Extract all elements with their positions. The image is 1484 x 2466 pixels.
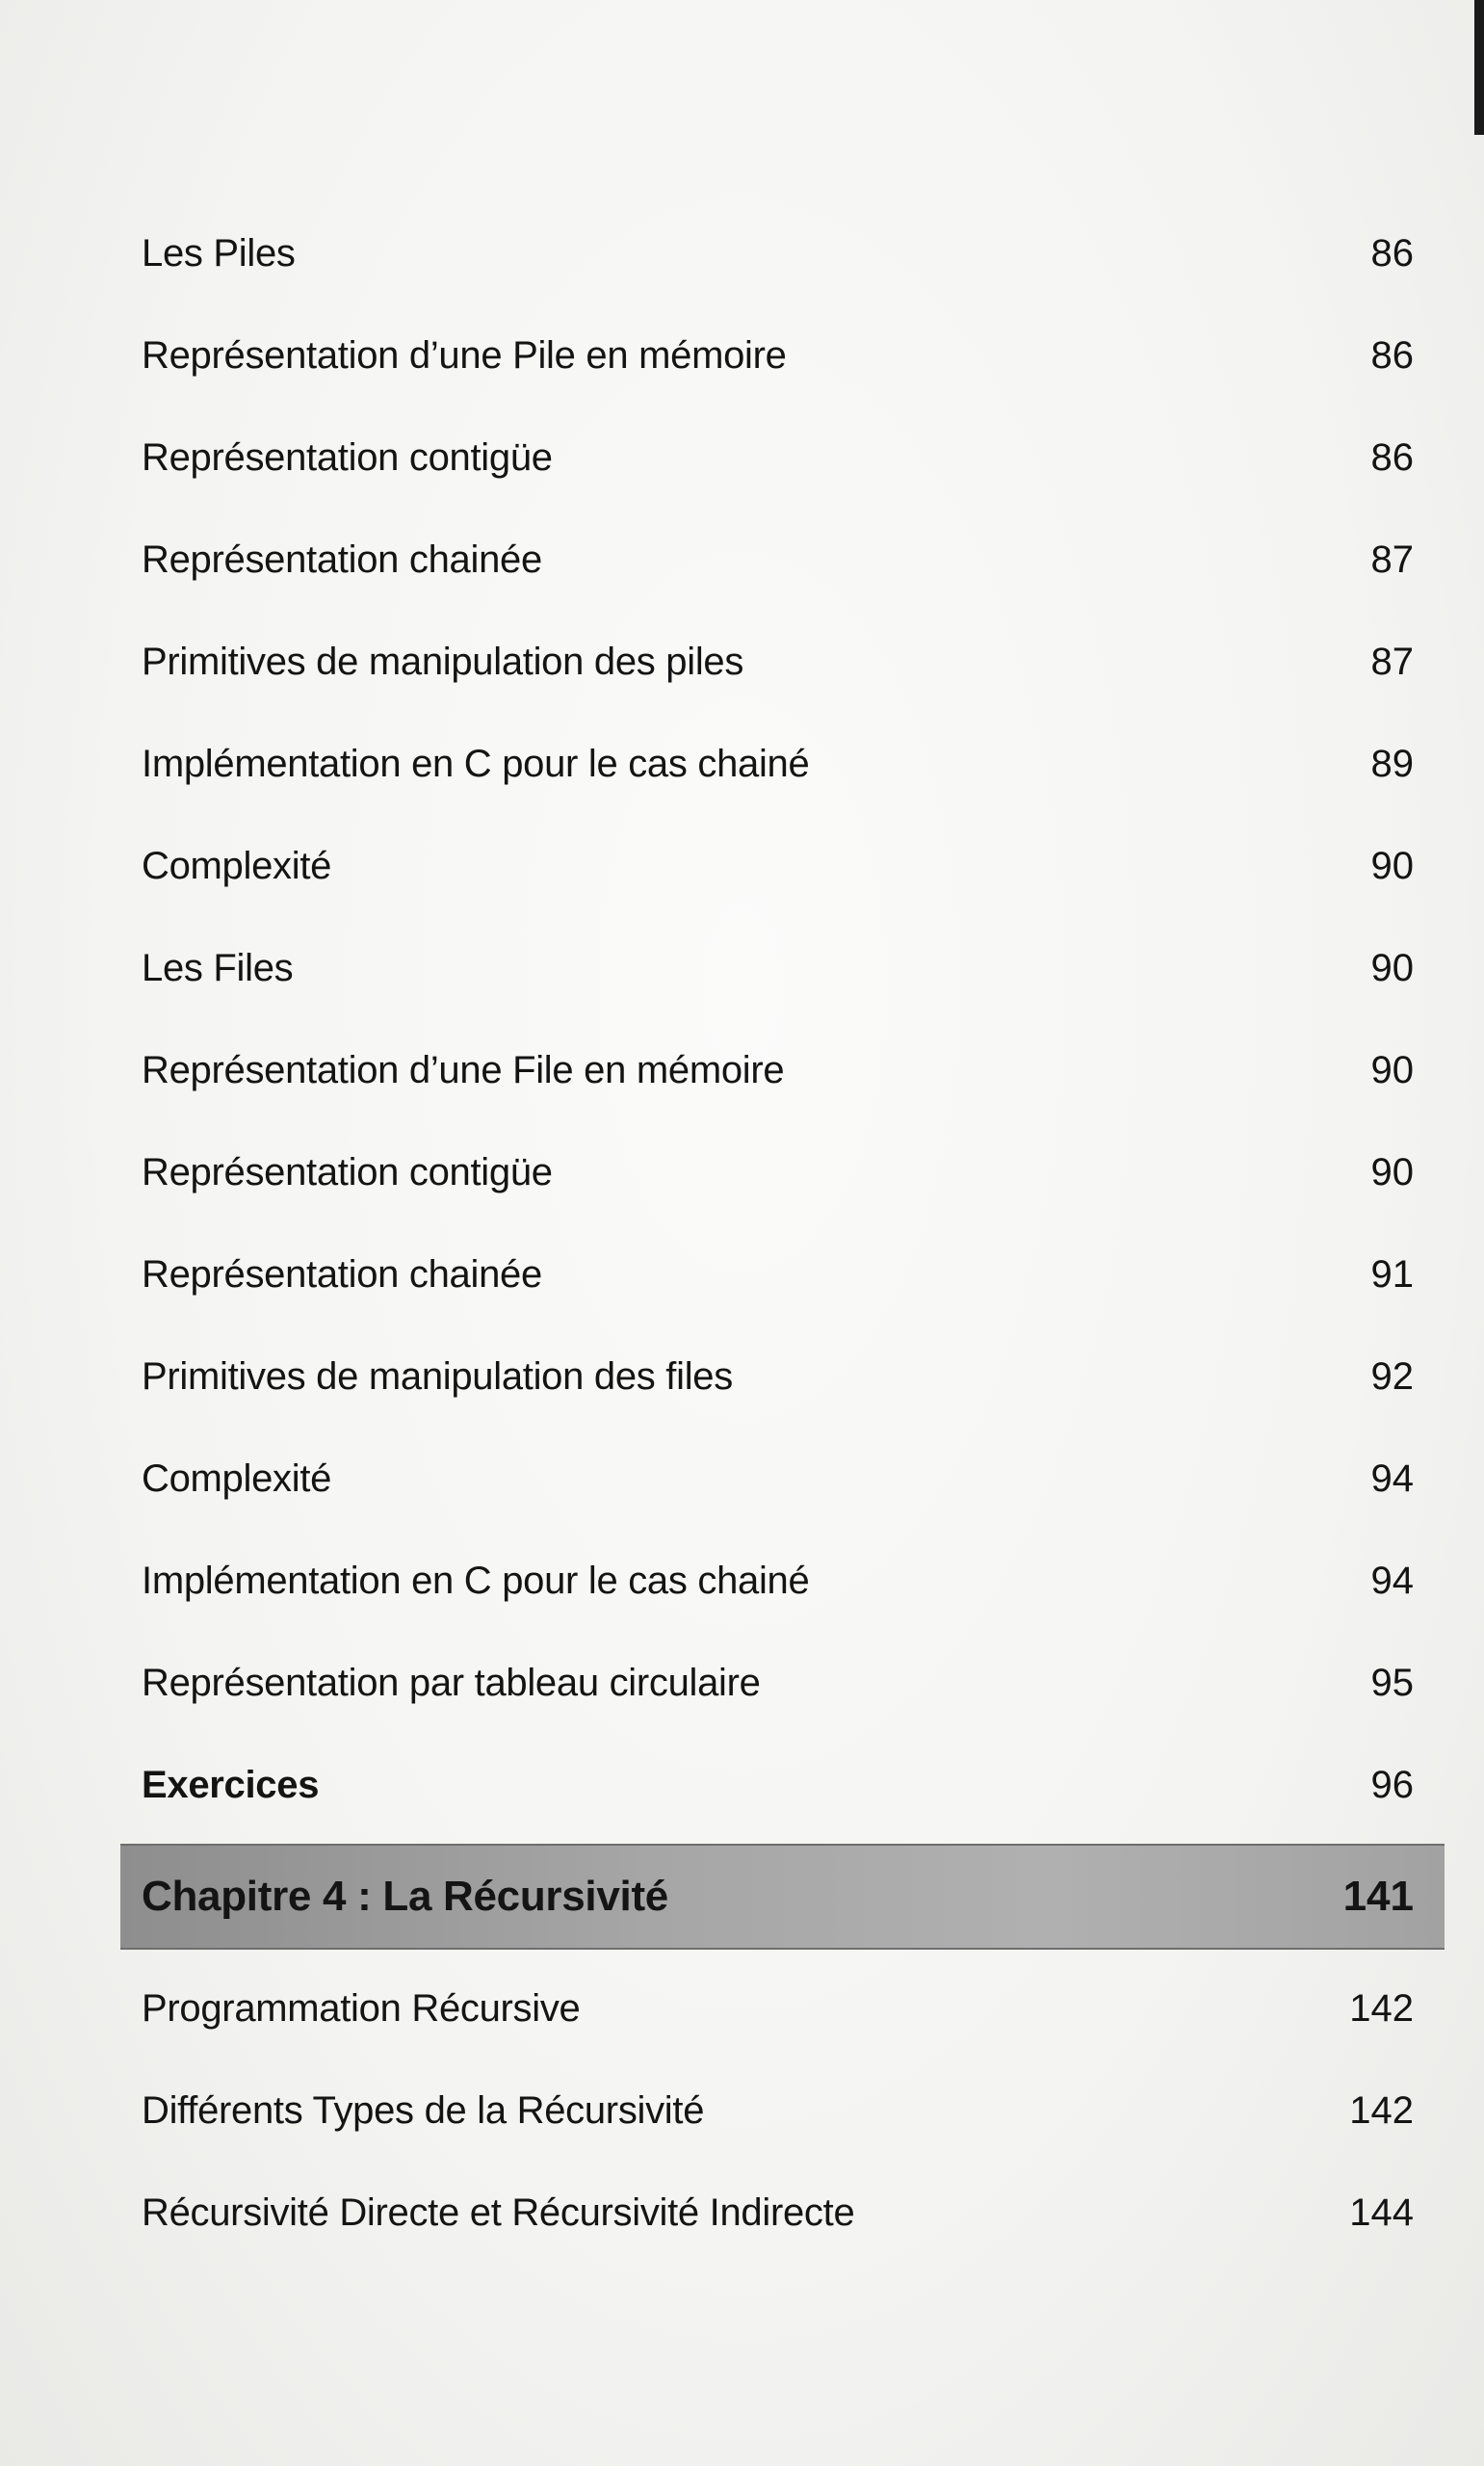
toc-entry-title: Programmation Récursive <box>142 1986 581 2030</box>
chapter-title: Chapitre 4 : La Récursivité <box>142 1873 668 1920</box>
toc-entry-page: 94 <box>1370 1456 1414 1500</box>
toc-entry-page: 90 <box>1370 946 1414 989</box>
toc-entry-title: Récursivité Directe et Récursivité Indirecte <box>142 2191 855 2234</box>
toc-entry <box>120 1530 1445 1632</box>
toc-entry <box>120 2162 1445 2264</box>
toc-entry <box>120 407 1445 509</box>
toc-entry-title: Les Piles <box>142 231 296 275</box>
toc-entry-title: Implémentation en C pour le cas chainé <box>142 1559 810 1602</box>
toc-entry <box>120 1325 1445 1428</box>
toc-entry-page: 86 <box>1370 333 1414 377</box>
toc-entry-page: 90 <box>1370 1150 1414 1194</box>
toc-entry-title: Différents Types de la Récursivité <box>142 2088 705 2132</box>
toc-entry-title: Primitives de manipulation des files <box>142 1354 733 1398</box>
toc-entry-title: Exercices <box>142 1763 320 1806</box>
toc-entry-page: 86 <box>1370 231 1414 275</box>
toc-entry-page: 91 <box>1370 1252 1414 1296</box>
toc-entry-title: Représentation chainée <box>142 1252 542 1296</box>
toc-entry-title: Complexité <box>142 844 332 887</box>
toc-entry-page: 142 <box>1349 1986 1414 2030</box>
toc-entry-title: Représentation d’une Pile en mémoire <box>142 333 787 377</box>
toc-entry <box>120 815 1445 917</box>
toc-entry-title: Représentation chainée <box>142 538 542 581</box>
toc-entry-page: 86 <box>1370 435 1414 479</box>
toc-entry <box>120 304 1445 407</box>
chapter-page: 141 <box>1342 1873 1414 1920</box>
toc-entry-title: Représentation contigüe <box>142 1150 553 1194</box>
toc-entry <box>120 1428 1445 1530</box>
toc-entry-page: 92 <box>1370 1354 1414 1398</box>
toc-entry-page: 142 <box>1349 2088 1414 2132</box>
page-edge-shadow <box>1474 0 1484 135</box>
toc-entry-exercices <box>120 1734 1445 1836</box>
toc-entry-page: 87 <box>1370 538 1414 581</box>
toc-entry <box>120 202 1445 304</box>
toc-entry-page: 89 <box>1370 742 1414 785</box>
toc-entry <box>120 1632 1445 1734</box>
toc-entry <box>120 1019 1445 1121</box>
toc-entry <box>120 611 1445 713</box>
toc-entry <box>120 1223 1445 1325</box>
toc-entry-page: 144 <box>1349 2191 1414 2234</box>
toc-entry <box>120 1957 1445 2059</box>
toc-entry-title: Représentation par tableau circulaire <box>142 1661 761 1704</box>
toc-entry-page: 96 <box>1370 1763 1414 1806</box>
toc-entry-title: Implémentation en C pour le cas chainé <box>142 742 810 785</box>
toc-entry-page: 95 <box>1370 1661 1414 1704</box>
toc-entry-page: 94 <box>1370 1559 1414 1602</box>
toc-entry-title: Représentation d’une File en mémoire <box>142 1048 785 1091</box>
toc-entry <box>120 713 1445 815</box>
toc-entry-page: 90 <box>1370 844 1414 887</box>
toc-chapter-heading <box>120 1840 1445 1954</box>
toc-entry-title: Les Files <box>142 946 294 989</box>
toc-entry-title: Primitives de manipulation des piles <box>142 640 744 683</box>
toc-entry-title: Complexité <box>142 1456 332 1500</box>
toc-entry-page: 87 <box>1370 640 1414 683</box>
toc-entry <box>120 917 1445 1019</box>
toc-entry <box>120 509 1445 611</box>
table-of-contents <box>120 202 1445 2264</box>
toc-entry <box>120 1121 1445 1223</box>
toc-entry-page: 90 <box>1370 1048 1414 1091</box>
toc-entry-title: Représentation contigüe <box>142 435 553 479</box>
toc-entry <box>120 2059 1445 2162</box>
